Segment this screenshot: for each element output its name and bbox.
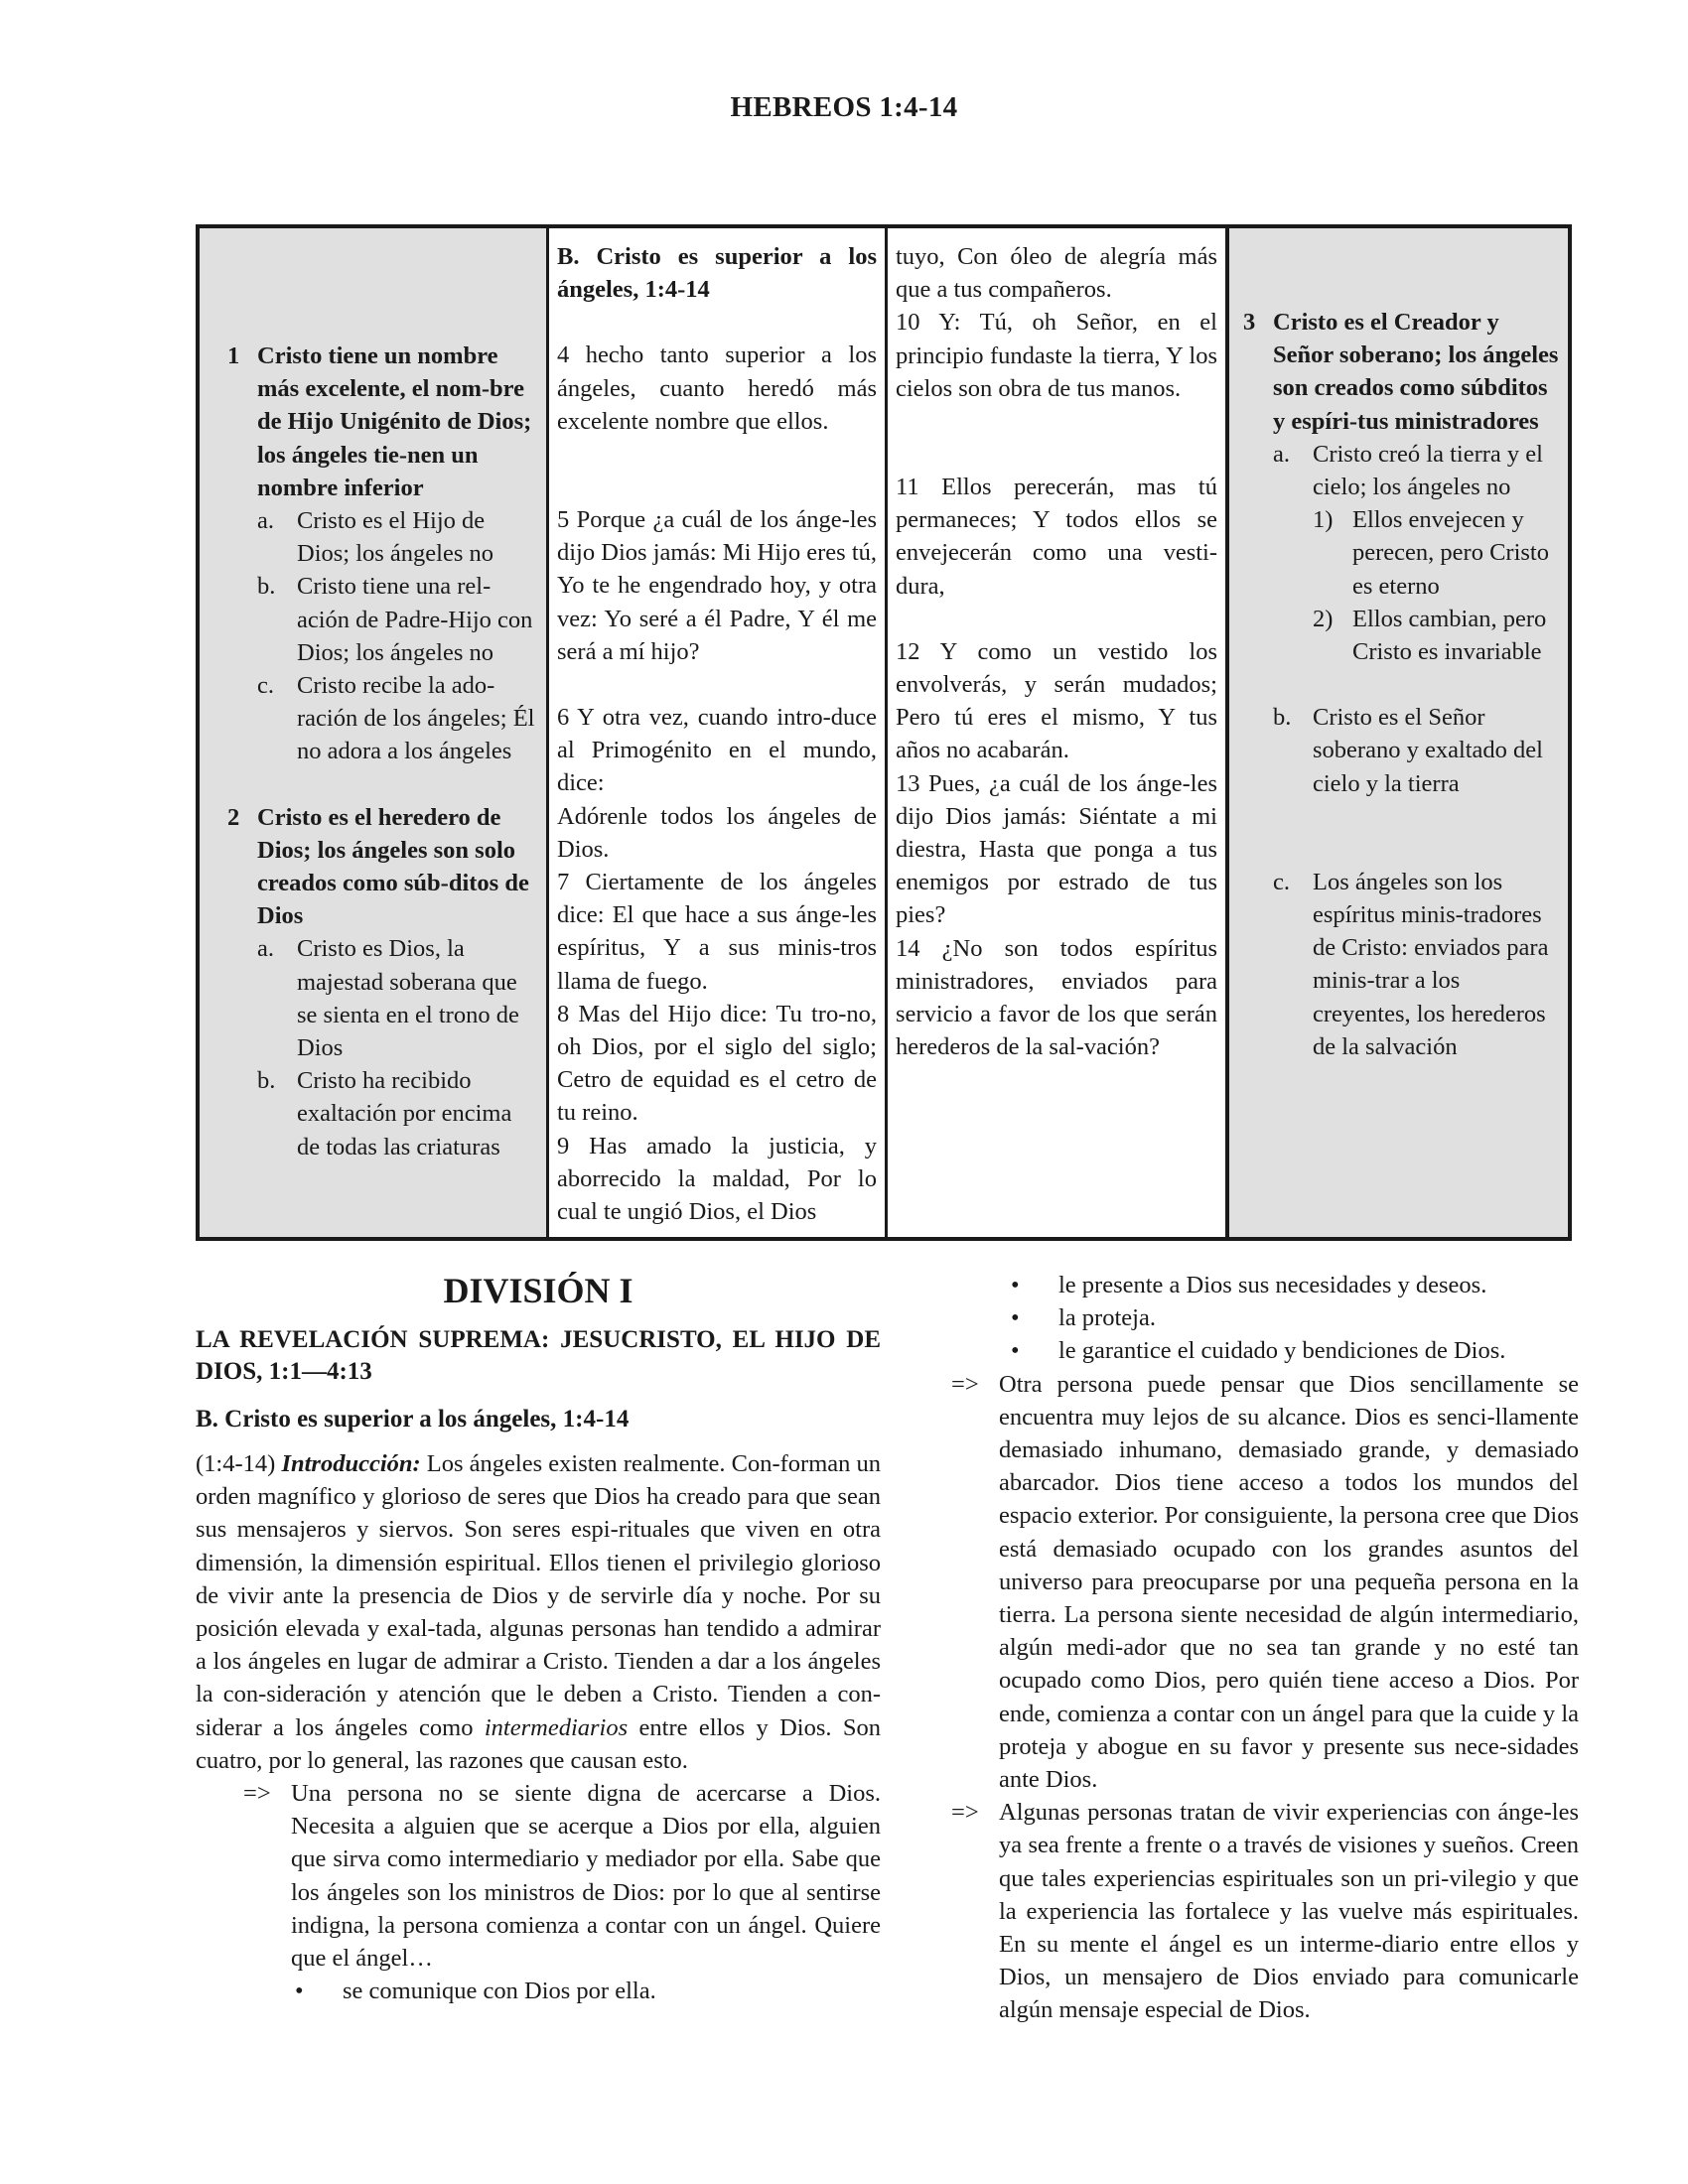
sub-text: Ellos cambian, pero Cristo es invariable xyxy=(1352,605,1547,666)
outline-sub-1a xyxy=(257,504,538,570)
bullet-text: le presente a Dios sus necesidades y deseos. xyxy=(1058,1272,1487,1298)
scripture-column-1 xyxy=(549,228,888,1237)
sub-label: b. xyxy=(257,573,276,601)
outline-sub-1b xyxy=(257,570,538,669)
arrow-marker-icon: => xyxy=(951,1370,979,1398)
verse-14: 14 ¿No son todos espíritus ministradores, enviados para servicio a favor de los que serán herederos de la sal-vación? xyxy=(896,934,1217,1061)
sub-label: a. xyxy=(257,935,274,963)
point-text: Cristo es el Creador y Señor soberano; los ángeles son creados como súbditos y espíri-tus ministradores xyxy=(1273,309,1559,435)
bullet-icon: • xyxy=(1011,1337,1020,1365)
sub-label: c. xyxy=(1273,868,1290,895)
sub-label: 2) xyxy=(1313,605,1334,632)
outline-point-2 xyxy=(227,801,538,933)
outline-sub-3c xyxy=(1273,866,1560,1063)
verse-12: 12 Y como un vestido los envolverás, y serán mudados; Pero tú eres el mismo, Y tus años no acabarán. xyxy=(896,637,1217,764)
running-head: HEBREOS 1:4-14 xyxy=(730,91,958,123)
section-title: B. Cristo es superior a los ángeles, 1:4-14 xyxy=(196,1406,630,1433)
scripture-column-2 xyxy=(888,228,1229,1237)
verse-4: 4 hecho tanto superior a los ángeles, cuanto heredó más excelente nombre que ellos. xyxy=(557,341,877,435)
sub-label: a. xyxy=(257,507,274,535)
sub-text: Cristo creó la tierra y el cielo; los ángeles no xyxy=(1313,440,1543,501)
sub-text: Cristo tiene una rel-ación de Padre-Hijo con Dios; los ángeles no xyxy=(297,573,533,666)
intro-text: Los ángeles existen realmente. Con-forman un orden magnífico y glorioso de seres que Dios ha creado para que sean sus mensajeros y siervos. Son seres espi-rituales que viven en otra dimensión, la dimensión espiritual. Ellos tienen el privilegio glorioso de vivir ante la presencia de Dios y de servirle día y noche. Por su posición elevada y exal-tada, algunas personas han tendido a admirar a los ángeles en lugar de admirar a Cristo. Tienden a dar a los ángeles la con-sideración y atención que le deben a Cristo. Tienden a con-siderar a los ángeles como xyxy=(196,1450,882,1741)
reason-text: Otra persona puede pensar que Dios sencillamente se encuentra muy lejos de su alcance. Dios es senci-llamente demasiado inhumano, demasiado grande, y demasiado abarcador. Dios tiene acceso a todos los mundos del espacio exterior. Por consiguiente, la persona cree que Dios está demasiado ocupado con los grandes asuntos del universo para preocuparse por una pequeña persona en la tierra. La persona siente necesidad de algún intermediario, algún medi-ador que no sea tan grande y no esté tan ocupado como Dios, pero quién tiene acceso a Dios. Por ende, comienza a contar con un ángel para que la cuide y la proteja y abogue en su favor y presente sus nece-sidades ante Dios. xyxy=(999,1370,1579,1794)
intro-label: Introducción: xyxy=(281,1450,421,1477)
outline-point-3 xyxy=(1243,306,1560,438)
commentary-left-column xyxy=(196,1269,881,2007)
verse-6: 6 Y otra vez, cuando intro-duce al Primogénito en el mundo, dice: xyxy=(557,704,877,797)
commentary-right-column xyxy=(951,1269,1579,2027)
sub-text: Los ángeles son los espíritus minis-tradores de Cristo: enviados para minis-trar a los creyentes, los herederos de la salvación xyxy=(1313,868,1549,1060)
bullet-icon: • xyxy=(295,1978,304,2005)
reason-3 xyxy=(951,1796,1579,2026)
point-number: 1 xyxy=(227,342,240,369)
outline-column-right xyxy=(1229,228,1568,1237)
verse-9: 9 Has amado la justicia, y aborrecido la maldad, Por lo cual te ungió Dios, el Dios xyxy=(557,1132,877,1226)
sub-text: Cristo es el Señor soberano y exaltado del cielo y la tierra xyxy=(1313,704,1543,797)
point-text: Cristo es el heredero de Dios; los ángeles son solo creados como súb-ditos de Dios xyxy=(257,803,529,930)
sub-label: c. xyxy=(257,672,274,700)
division-title: DIVISIÓN I xyxy=(443,1271,633,1310)
point-number: 3 xyxy=(1243,309,1256,336)
verse-11: 11 Ellos perecerán, mas tú permaneces; Y todos ellos se envejecerán como una vesti-dura, xyxy=(896,474,1217,600)
verse-9-cont: tuyo, Con óleo de alegría más que a tus compañeros. xyxy=(896,243,1217,304)
intro-text-end: entre ellos y Dios. Son cuatro, por lo general, las razones que causan esto. xyxy=(196,1713,881,1774)
outline-sub-1c xyxy=(257,669,538,768)
outline-sub-3a-2 xyxy=(1313,603,1560,668)
reason-text: Una persona no se siente digna de acercarse a Dios. Necesita a alguien que se acerque a Dios por ella, alguien que sirva como intermediario y mediador por ella. Sabe que los ángeles son los ministros de Dios: por lo que al sentirse indigna, la persona comienza a contar con un ángel. Quiere que el ángel… xyxy=(291,1780,881,1973)
sub-label: b. xyxy=(1273,704,1292,732)
sub-text: Cristo ha recibido exaltación por encima de todas las criaturas xyxy=(297,1067,512,1160)
outline-table xyxy=(196,224,1572,1241)
outline-point-1 xyxy=(227,340,538,504)
outline-sub-2b xyxy=(257,1064,538,1163)
reason-1 xyxy=(243,1777,881,1975)
intro-reference: (1:4-14) xyxy=(196,1450,276,1477)
division-subtitle: LA REVELACIÓN SUPREMA: JESUCRISTO, EL HIJO DE DIOS, 1:1—4:13 xyxy=(196,1326,881,1385)
verse-7: 7 Ciertamente de los ángeles dice: El que hace a sus ánge-les espíritus, Y a sus minis-tros llama de fuego. xyxy=(557,869,877,995)
sub-label: a. xyxy=(1273,440,1290,468)
verse-13: 13 Pues, ¿a cuál de los ánge-les dijo Dios jamás: Siéntate a mi diestra, Hasta que ponga a tus enemigos por estrado de tus pies? xyxy=(896,769,1217,929)
point-number: 2 xyxy=(227,803,240,831)
outline-sub-2a xyxy=(257,932,538,1064)
reason-1-bullet xyxy=(1011,1334,1579,1367)
verse-5: 5 Porque ¿a cuál de los ánge-les dijo Dios jamás: Mi Hijo eres tú, Yo te he engendrado hoy, y otra vez: Yo seré a él Padre, Y él me será a mí hijo? xyxy=(557,506,877,665)
intro-italic-term: intermediarios xyxy=(484,1713,629,1741)
verse-8: 8 Mas del Hijo dice: Tu tro-no, oh Dios, por el siglo del siglo; Cetro de equidad es el cetro de tu reino. xyxy=(557,1000,877,1127)
bullet-text: le garantice el cuidado y bendiciones de Dios. xyxy=(1058,1337,1506,1365)
verse-10: 10 Y: Tú, oh Señor, en el principio fundaste la tierra, Y los cielos son obra de tus manos. xyxy=(896,309,1217,402)
bullet-icon: • xyxy=(1011,1304,1020,1332)
outline-column-left xyxy=(200,228,549,1237)
sub-text: Cristo es el Hijo de Dios; los ángeles no xyxy=(297,507,494,568)
sub-label: 1) xyxy=(1313,506,1334,534)
bullet-text: se comunique con Dios por ella. xyxy=(343,1978,656,2005)
outline-sub-3a xyxy=(1273,438,1560,503)
arrow-marker-icon: => xyxy=(951,1799,979,1827)
reason-2 xyxy=(951,1368,1579,1797)
introduction-paragraph xyxy=(196,1447,881,1777)
outline-sub-3a-1 xyxy=(1313,503,1560,603)
arrow-marker-icon: => xyxy=(243,1780,271,1808)
point-text: Cristo tiene un nombre más excelente, el nom-bre de Hijo Unigénito de Dios; los ángeles tie-nen un nombre inferior xyxy=(257,342,532,501)
reason-text: Algunas personas tratan de vivir experiencias con ánge-les ya sea frente a frente o a través de visiones y sueños. Creen que tales experiencias espirituales son un pri-vilegio y que la experiencia las fortalece y las vuelve más espirituales. En su mente el ángel es un interme-diario entre ellos y Dios, un mensajero de Dios enviado para comunicarle algún mensaje especial de Dios. xyxy=(999,1799,1579,2024)
reason-1-bullet xyxy=(295,1975,881,2007)
reason-1-bullet xyxy=(1011,1301,1579,1334)
bullet-icon: • xyxy=(1011,1272,1020,1298)
scripture-title: B. Cristo es superior a los ángeles, 1:4-14 xyxy=(557,243,877,304)
sub-text: Cristo recibe la ado-ración de los ángeles; Él no adora a los ángeles xyxy=(297,672,535,765)
verse-6-quote: Adórenle todos los ángeles de Dios. xyxy=(557,802,877,863)
bullet-text: la proteja. xyxy=(1058,1304,1156,1332)
reason-1-bullet xyxy=(1011,1269,1579,1301)
sub-text: Ellos envejecen y perecen, pero Cristo es eterno xyxy=(1352,506,1549,600)
outline-sub-3b xyxy=(1273,701,1560,800)
sub-text: Cristo es Dios, la majestad soberana que se sienta en el trono de Dios xyxy=(297,935,519,1062)
sub-label: b. xyxy=(257,1067,276,1095)
